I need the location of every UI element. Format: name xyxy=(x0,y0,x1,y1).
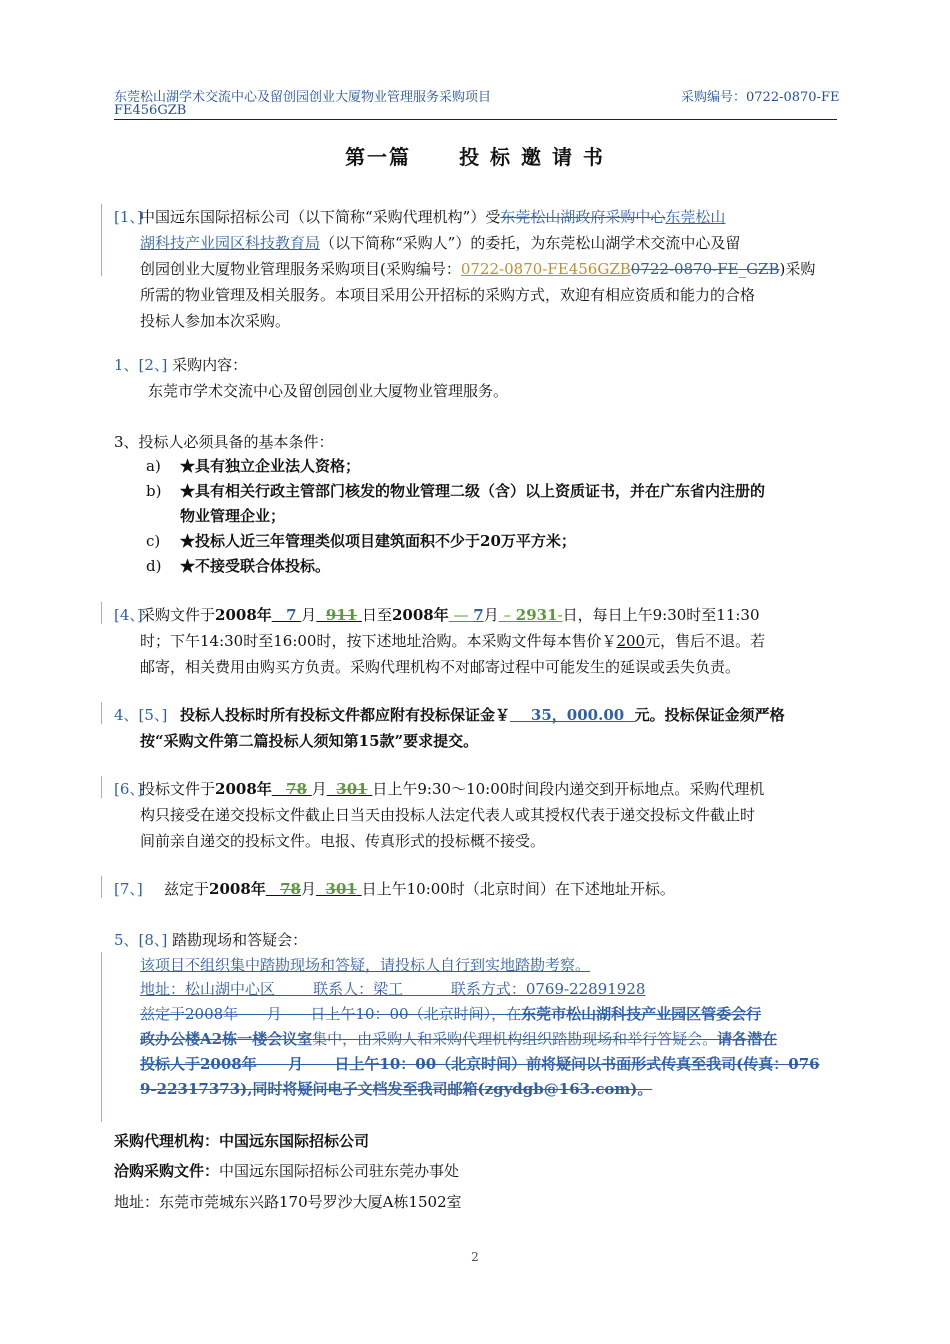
p4-year-1: 2008年 xyxy=(215,606,272,624)
purchase-office-value: 中国远东国际招标公司驻东莞办事处 xyxy=(219,1162,460,1180)
revision-bar xyxy=(101,702,102,724)
title-part: 第一篇 xyxy=(345,145,412,169)
condition-c-label: c) xyxy=(146,532,161,550)
p6-text: 投标文件于 xyxy=(140,780,216,798)
p7-day: 301 xyxy=(325,880,357,898)
p7-text-b: 日上午10:00时（北京时间）在下述地址开标。 xyxy=(361,880,675,898)
para-6-mark: [6、] xyxy=(114,780,143,798)
p4-text-b: 日至 xyxy=(361,606,392,624)
para-7 xyxy=(164,876,840,902)
para-6 xyxy=(140,776,840,854)
para-8-deleted-4: 9-22317373),同时将疑问电子文档发至我司邮箱(zgydgb@163.com)。 xyxy=(140,1080,653,1098)
p4-price: 200 xyxy=(616,632,646,650)
condition-b-text-2: 物业管理企业； xyxy=(180,507,286,525)
condition-a-label: a) xyxy=(146,457,161,475)
para-2-heading xyxy=(114,352,247,378)
condition-a xyxy=(146,454,360,479)
para-2-content: 东莞市学术交流中心及留创园创业大厦物业管理服务。 xyxy=(148,382,509,400)
p6-month-label: 月 xyxy=(311,780,327,798)
p4-month-label-2: 月 xyxy=(483,606,499,624)
p2-mark-2: [2、] xyxy=(138,356,168,374)
p1-inserted-text-2: 湖科技产业园区科技教育局 xyxy=(140,234,321,252)
p4-text: 采购文件于 xyxy=(140,606,216,624)
p4-month-2: 7 xyxy=(473,606,484,624)
p8-deleted-1a: 兹定于2008年 xyxy=(140,1005,239,1023)
p2-mark-1: 1、 xyxy=(114,356,139,374)
p8-label: 踏勘现场和答疑会： xyxy=(172,931,308,949)
p4-text-3: 邮寄，相关费用由购买方负责。采购代理机构不对邮寄过程中可能发生的延误或丢失负责。 xyxy=(140,658,741,676)
para-1-mark: [1、] xyxy=(114,208,143,226)
p8-deleted-2b: 集中，由采购人和采购代理机构组织踏勘现场和举行答疑会。 xyxy=(312,1030,718,1048)
p1-text-3b: )采购 xyxy=(779,260,816,278)
header-project-title: 东莞松山湖学术交流中心及留创园创业大厦物业管理服务采购项目 xyxy=(114,90,492,105)
agency-line xyxy=(114,1128,369,1154)
p6-day: 301 xyxy=(336,780,368,798)
revision-bar xyxy=(101,602,102,624)
p8-deleted-1d: 东莞市松山湖科技产业园区管委会行 xyxy=(521,1005,762,1023)
p6-text-2: 构只接受在递交投标文件截止日当天由投标人法定代表人或其授权代表于递交投标文件截止时 xyxy=(140,806,756,824)
condition-d xyxy=(146,554,330,579)
p4-text-2: 时；下午14:30时至16:00时，按下述地址洽购。本采购文件每本售价￥ xyxy=(140,632,617,650)
page-title xyxy=(0,141,950,170)
agency-value: 中国远东国际招标公司 xyxy=(219,1132,370,1150)
p7-month-label: 月 xyxy=(300,880,316,898)
condition-b-text: ★具有相关行政主管部门核发的物业管理二级（含）以上资质证书，并在广东省内注册的 xyxy=(180,482,766,500)
p1-text: 中国远东国际招标公司（以下简称“采购代理机构”）受 xyxy=(140,208,501,226)
purchase-office-label: 洽购采购文件： xyxy=(114,1162,220,1180)
condition-c-text: ★投标人近三年管理类似项目建筑面积不少于20万平方米； xyxy=(180,532,576,550)
p4-day-2: 2931 xyxy=(515,606,558,624)
para-8-heading xyxy=(114,927,307,953)
title-name: 投 标 邀 请 书 xyxy=(459,145,605,169)
p7-year: 2008年 xyxy=(209,880,266,898)
p4-year-2: 2008年 xyxy=(391,606,449,624)
p5-text-b: 元。投标保证金须严格 xyxy=(634,706,785,724)
p4-month-1: 7 xyxy=(286,606,297,624)
p7-month: 78 xyxy=(280,880,301,898)
p8-inserted-1: 该项目不组织集中踏勘现场和答疑，请投标人自行到实地踏勘考察。 xyxy=(140,956,591,974)
para-8-deleted-1 xyxy=(140,1001,840,1027)
header-rule xyxy=(114,119,837,120)
para-5-mark xyxy=(114,702,167,728)
p6-month: 78 xyxy=(286,780,307,798)
purchase-office-line xyxy=(114,1158,459,1184)
condition-d-label: d) xyxy=(146,557,162,575)
p1-deleted-text: 东莞松山湖政府采购中心 xyxy=(500,208,666,226)
p5-text: 投标人投标时所有投标文件都应附有投标保证金￥ xyxy=(180,706,511,724)
para-8-inserted-1 xyxy=(140,952,840,978)
p8-mark-2: [8、] xyxy=(138,931,168,949)
p1-procurement-no-inserted: 0722-0870-FE456GZB xyxy=(460,260,631,278)
p5-mark-2: [5、] xyxy=(138,706,168,724)
condition-a-text: ★具有独立企业法人资格； xyxy=(180,457,361,475)
p8-deleted-1b: 月 xyxy=(266,1005,282,1023)
para-5-line-2: 按“采购文件第二篇投标人须知第15款”要求提交。 xyxy=(140,732,479,750)
p1-text-4: 所需的物业管理及相关服务。本项目采用公开招标的采购方式，欢迎有相应资质和能力的合格 xyxy=(140,286,756,304)
revision-bar xyxy=(101,776,102,798)
para-8-deleted-2 xyxy=(140,1026,840,1052)
p8-mark-1: 5、 xyxy=(114,931,139,949)
p1-text-5: 投标人参加本次采购。 xyxy=(140,312,291,330)
p1-procurement-no-deleted: 0722-0870-FE_GZB xyxy=(630,260,780,278)
p1-text-3: 创园创业大厦物业管理服务采购项目(采购编号： xyxy=(140,260,461,278)
para-1 xyxy=(140,204,840,334)
p1-inserted-text: 东莞松山 xyxy=(665,208,726,226)
condition-b-label: b) xyxy=(146,482,162,500)
revision-bar xyxy=(101,204,102,276)
p1-text-2: （以下简称“采购人”）的委托，为东莞松山湖学术交流中心及留 xyxy=(320,234,741,252)
para-4: 采购文件于2008年 7 月 911 日至2008年 — 7月 – 2931-日，每日上午9:30时至11:30 时；下午14:30时至16:00时，按下述地址洽购。本采购文件每本售价￥200元，售后不退。若 邮寄，相关费用由购买方负责。采购代理机构不对邮寄过程中可能发生的延误或丢失负责。 xyxy=(140,602,840,680)
p5-mark-1: 4、 xyxy=(114,706,139,724)
condition-b-cont xyxy=(180,504,285,529)
p6-year: 2008年 xyxy=(215,780,272,798)
p4-month-label: 月 xyxy=(301,606,317,624)
p8-deleted-1c: 日上午10：00（北京时间），在 xyxy=(310,1005,522,1023)
para-8-deleted-3: 投标人于2008年 月 日上午10：00（北京时间）前将疑问以书面形式传真至我司(传真：076 xyxy=(140,1055,820,1073)
condition-b xyxy=(146,479,765,504)
para-5 xyxy=(180,702,840,728)
header-project-title-cont: FE456GZB xyxy=(114,103,187,118)
para-4-mark: [4、] xyxy=(114,606,143,624)
p4-day-1: 911 xyxy=(325,606,358,624)
p8-deleted-2c: 请各潜在 xyxy=(717,1030,778,1048)
para-3-heading: 3、投标人必须具备的基本条件： xyxy=(114,433,334,451)
agency-label: 采购代理机构： xyxy=(114,1132,220,1150)
p4-text-2b: 元，售后不退。若 xyxy=(645,632,766,650)
p7-text: 兹定于 xyxy=(164,880,210,898)
revision-bar xyxy=(101,876,102,898)
p5-deposit-amount: 35，000.00 xyxy=(530,706,625,724)
p6-text-3: 间前亲自递交的投标文件。电报、传真形式的投标概不接受。 xyxy=(140,832,546,850)
p4-text-c: 日，每日上午9:30时至11:30 xyxy=(562,606,760,624)
para-7-mark: [7、] xyxy=(114,880,143,898)
para-8-inserted-2 xyxy=(140,976,840,1002)
address-line: 地址：东莞市莞城东兴路170号罗沙大厦A栋1502室 xyxy=(114,1193,462,1211)
p8-inserted-2: 地址：松山湖中心区 联系人：梁工 联系方式：0769-22891928 xyxy=(140,980,646,998)
p2-label: 采购内容： xyxy=(172,356,248,374)
revision-bar xyxy=(101,952,102,1122)
page-number: 2 xyxy=(471,1250,479,1264)
p6-text-b: 日上午9:30～10:00时间段内递交到开标地点。采购代理机 xyxy=(372,780,765,798)
header-procurement-no: 采购编号：0722-0870-FE xyxy=(681,90,840,105)
p8-deleted-2a: 政办公楼A2栋一楼会议室 xyxy=(140,1030,313,1048)
condition-c xyxy=(146,529,576,554)
condition-d-text: ★不接受联合体投标。 xyxy=(180,557,331,575)
